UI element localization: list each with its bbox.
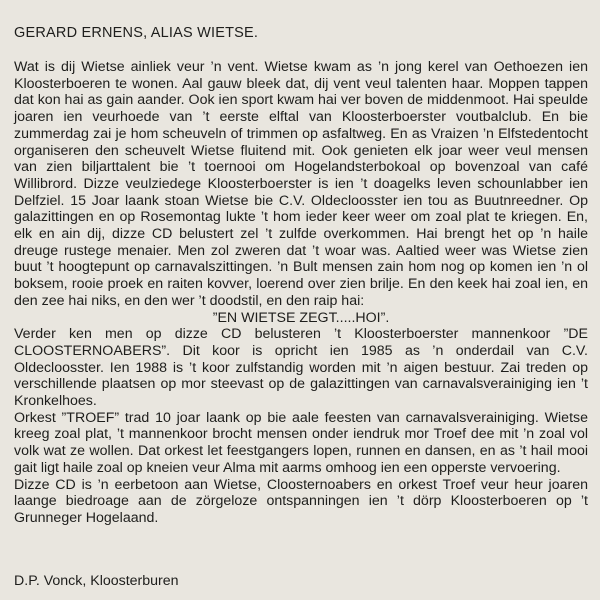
paragraph-intro: Wat is dij Wietse ainliek veur ’n vent. Wietse kwam as ’n jong kerel van Oethoezen ien Kloosterboeren te wonen. Aal gauw bleek dat, dij vent veul talenten haar. Moppen tappen dat kon hai as gain aander. Ook ien sport kwam hai ver boven de middenmoot. Hai speulde joaren ien veurhoede van ’t eerste elftal van Kloosterboerster voutbalclub. En bie zummerdag zai je hom scheuveln of trimmen op asfaltweg. En as Vraizen ’n Elfstedentocht organiseren den scheuvelt Wietse fluitend mit. Ook genieten elk joar weer veul mensen van zien biljarttalent bie ’t toernooi om Hogelandsterbokoal op bovenzoal van café Willibrord. Dizze veulziedege Kloosterboerster is ien ’t doagelks leven schounlabber ien Delfziel. 15 Joar laank stoan Wietse bie C.V. Oldecloosster ien tou as Buutnreedner. Op galazittingen en op Rosemontag lukte ’t hom ieder keer weer om zoal plat te kriegen. En, elk en ain dij, dizze CD belustert zel ’t zulfde overkommen. Hai brengt het op ’n haile dreuge rustege menaier. Men zol zweren dat ’t woar was. Aaltied weer was Wietse zien buut ’t hoogtepunt op carnavalszittingen. ’n Bult mensen zain hom nog op komen ien ’n ol boksem, rooie proek en raiten kovver, loerend over zien brilje. En den keek hai zoal ien, en den zee hai niks, en den wer ’t doodstil, en den raip hai:	[14, 59, 588, 309]
paragraph-tribute: Dizze CD is ’n eerbetoon aan Wietse, Cloosternoabers en orkest Troef veur heur joaren laange biedroage aan de zörgeloze ontspanningen ien ’t dörp Kloosterboeren op ’t Grunneger Hogelaand.	[14, 476, 588, 526]
paragraph-choir: Verder ken men op dizze CD belusteren ’t Kloosterboerster mannenkoor ”DE CLOOSTERNOABERS”. Dit koor is opricht ien 1985 as ’n onderdail van C.V. Oldecloosster. Ien 1988 is ’t koor zulfstandig worden mit ’n aigen bestuur. Zai treden op verschillende plaatsen op mor steevast op de galazittingen van carnavalsverainiging ien ’t Kronkelhoes.	[14, 326, 588, 410]
quote-line: ”EN WIETSE ZEGT.....HOI”.	[212, 309, 390, 326]
author-signature: D.P. Vonck, Kloosterburen	[14, 573, 179, 589]
article-body	[14, 59, 588, 527]
page-title: GERARD ERNENS, ALIAS WIETSE.	[14, 25, 259, 41]
paragraph-orchestra: Orkest ”TROEF” trad 10 joar laank op bie aale feesten van carnavalsverainiging. Wietse kreeg zoal plat, ’t mannenkoor brocht mensen onder iendruk mor Troef dee mit ’n zoal vol volk wat ze wollen. Dat orkest let feestgangers lopen, runnen en dansen, en as ’t hail mooi gait ligt haile zoal op kneien veur Alma mit aarms omhoog ien een opperste vervoering.	[14, 409, 588, 476]
